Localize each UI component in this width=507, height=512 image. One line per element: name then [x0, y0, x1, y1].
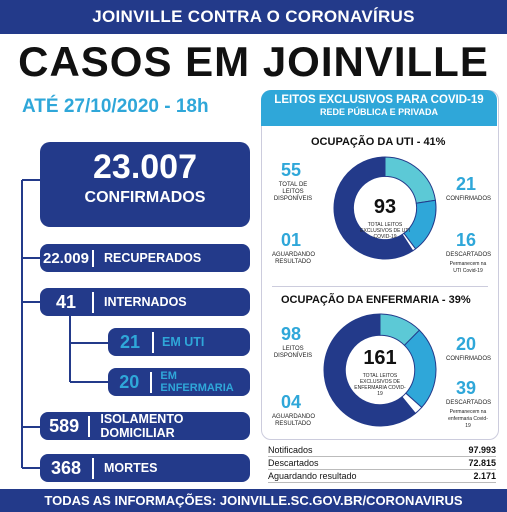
update-date: ATÉ 27/10/2020 - 18h: [22, 96, 209, 117]
isolation-label: ISOLAMENTO DOMICILIAR: [100, 412, 184, 440]
uti-available-label: TOTAL DE LEITOS DISPONÍVEIS: [273, 182, 313, 202]
isolation-row: [40, 412, 250, 440]
uti-confirmed-label: CONFIRMADOS: [446, 196, 491, 202]
table-row: [268, 457, 496, 470]
uti-discarded-label: DESCARTADOS: [446, 252, 492, 258]
ward-value: 20: [108, 372, 152, 393]
deaths-row: [40, 454, 250, 482]
ward-available-label: LEITOS DISPONÍVEIS: [273, 346, 313, 359]
ward-confirmed-value: 20: [456, 334, 477, 354]
deaths-label: MORTES: [104, 461, 158, 475]
page-title: CASOS EM JOINVILLE: [18, 38, 489, 85]
ward-row: [108, 368, 250, 396]
table-row: [268, 444, 496, 457]
confirmed-label: CONFIRMADOS: [84, 189, 206, 206]
uti-value: 21: [108, 332, 154, 353]
recovered-row: [40, 244, 250, 272]
uti-confirmed-value: 21: [456, 174, 477, 194]
table-row: [268, 470, 496, 483]
uti-available-value: 55: [281, 160, 302, 180]
confirmed-box: [40, 142, 250, 227]
uti-row: [108, 328, 250, 356]
recovered-label: RECUPERADOS: [104, 251, 202, 265]
beds-panel-header: [261, 90, 497, 126]
footer-link-text[interactable]: TODAS AS INFORMAÇÕES: JOINVILLE.SC.GOV.BR/CORONAVIRUS: [44, 493, 463, 508]
uti-total-label: TOTAL LEITOS EXCLUSIVOS DE UTI COVID-19: [360, 222, 410, 240]
ward-total: 161: [363, 347, 397, 369]
panel-divider: [272, 286, 488, 287]
table-value: 2.171: [473, 471, 496, 481]
ward-label: EM ENFERMARIA: [160, 370, 234, 394]
table-label: Aguardando resultado: [268, 471, 357, 481]
table-value: 97.993: [468, 445, 496, 455]
deaths-value: 368: [40, 458, 94, 479]
table-label: Notificados: [268, 445, 313, 455]
ward-discarded-note: Permanecem na enfermaria Covid-19: [448, 409, 488, 429]
table-label: Descartados: [268, 458, 319, 468]
ward-discarded-value: 39: [456, 378, 477, 398]
uti-heading: OCUPAÇÃO DA UTI - 41%: [311, 136, 446, 148]
ward-discarded-label: DESCARTADOS: [446, 400, 492, 406]
ward-donut-chart: [320, 310, 440, 430]
confirmed-value: 23.007: [93, 148, 197, 186]
uti-pending-value: 01: [281, 230, 302, 250]
banner-text: JOINVILLE CONTRA O CORONAVÍRUS: [92, 7, 415, 26]
ward-available-value: 98: [281, 324, 302, 344]
uti-discarded-value: 16: [456, 230, 477, 250]
hospitalized-row: [40, 288, 250, 316]
uti-pending-label: AGUARDANDO RESULTADO: [272, 252, 316, 265]
table-value: 72.815: [468, 458, 496, 468]
ward-pending-label: AGUARDANDO RESULTADO: [272, 414, 316, 427]
footer-bar: [0, 489, 507, 512]
recovered-value: 22.009: [40, 250, 94, 267]
ward-total-label: TOTAL LEITOS EXCLUSIVOS DE ENFERMARIA COVID-19: [354, 373, 406, 397]
ward-confirmed-label: CONFIRMADOS: [446, 356, 491, 362]
uti-total: 93: [373, 196, 397, 218]
isolation-value: 589: [40, 416, 90, 437]
beds-panel-subtitle: REDE PÚBLICA E PRIVADA: [319, 107, 438, 117]
ward-heading: OCUPAÇÃO DA ENFERMARIA - 39%: [281, 294, 471, 306]
beds-panel-title: LEITOS EXCLUSIVOS PARA COVID-19: [274, 94, 484, 106]
ward-pending-value: 04: [281, 392, 302, 412]
uti-discarded-note: Permanecem na UTI Covid-19: [449, 261, 487, 274]
tests-table: [268, 444, 496, 483]
uti-label: EM UTI: [162, 335, 205, 349]
hospitalized-label: INTERNADOS: [104, 295, 187, 309]
hospitalized-value: 41: [40, 292, 94, 313]
